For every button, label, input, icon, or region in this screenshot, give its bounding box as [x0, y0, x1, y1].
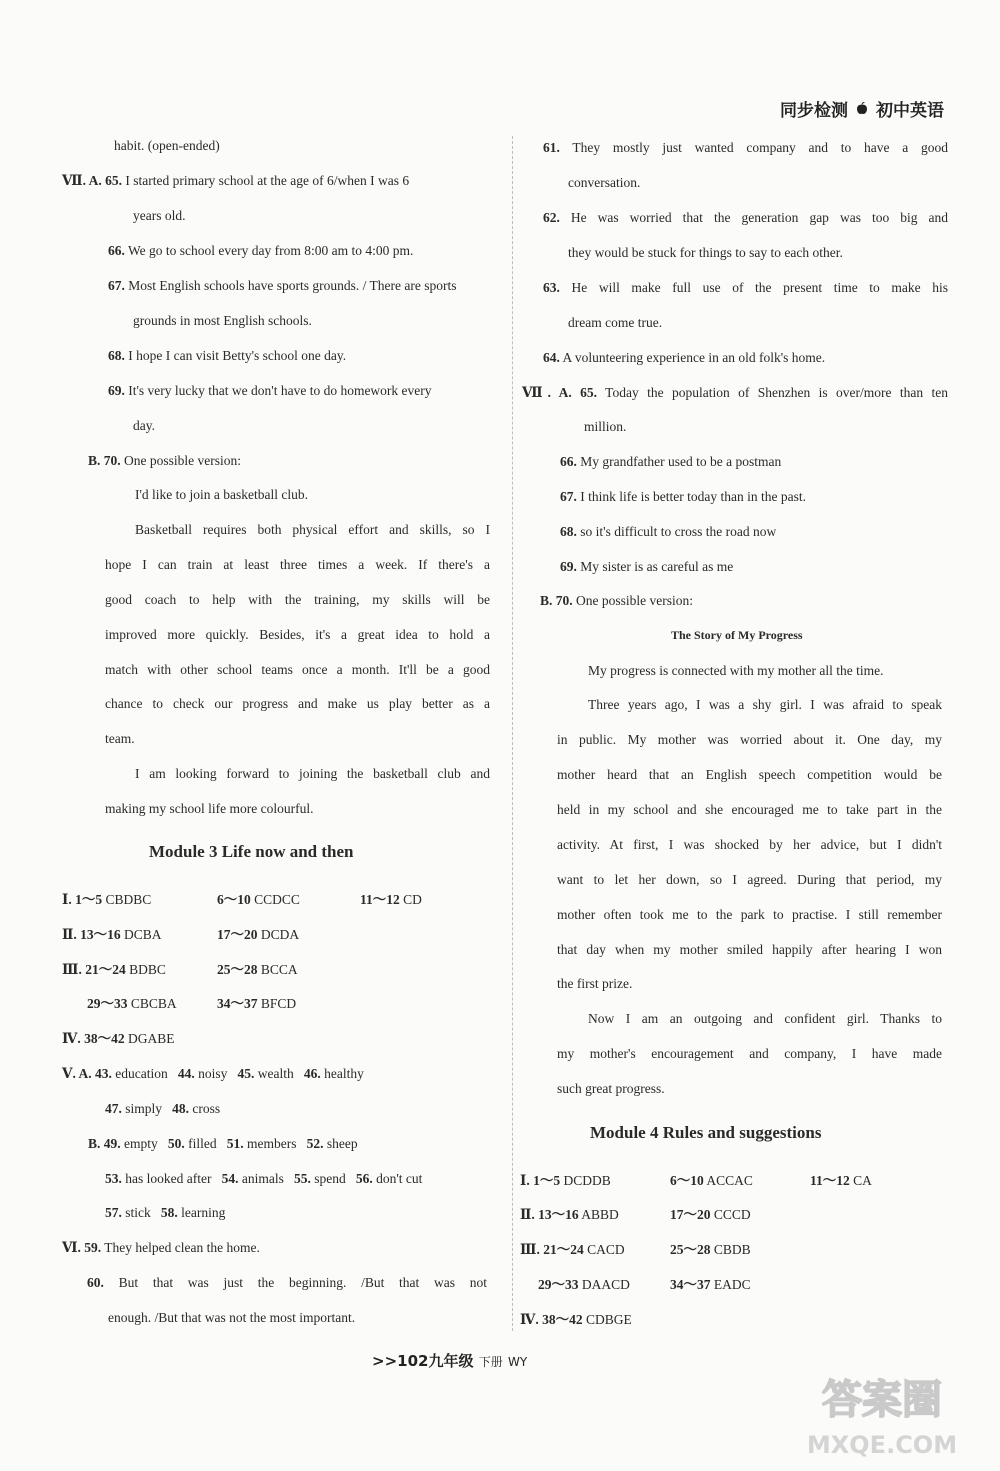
essay-line: mother often took me to the park to practise. I still remember — [557, 907, 942, 922]
essay-line: my mother's encouragement and company, I have made — [557, 1046, 942, 1061]
answer-line: 69. It's very lucky that we don't have to do homework every — [108, 383, 432, 398]
answer-line: Ⅵ. 59. They helped clean the home. — [62, 1240, 260, 1255]
answer-line: B. 70. One possible version: — [88, 453, 242, 468]
essay-line: that day when my mother smiled happily after hearing I won — [557, 942, 942, 957]
page-footer — [372, 1350, 527, 1371]
essay-line: the first prize. — [557, 976, 633, 991]
answer-line: they would be stuck for things to say to each other. — [568, 245, 843, 260]
running-header — [780, 96, 944, 121]
answer-row: 6～10 CCDCC — [217, 892, 300, 907]
answer-row: B. 49. empty 50. filled 51. members 52. sheep — [88, 1136, 358, 1151]
essay-line: mother heard that an English speech competition would be — [557, 767, 942, 782]
answer-row: Ⅲ. 21～24 CACD — [520, 1242, 625, 1257]
essay-line: I am looking forward to joining the basketball club and — [135, 766, 490, 781]
answer-line: million. — [584, 419, 627, 434]
edition-label: WY — [507, 1355, 528, 1369]
page-number: 102 — [397, 1352, 429, 1370]
essay-line: held in my school and she encouraged me to take part in the — [557, 802, 942, 817]
answer-line: 62. He was worried that the generation gap was too big and — [543, 210, 948, 225]
answer-row: 53. has looked after 54. animals 55. spend 56. don't cut — [105, 1171, 423, 1186]
essay-line: want to let her down, so I agreed. During that period, my — [557, 872, 942, 887]
answer-line: grounds in most English schools. — [133, 313, 312, 328]
answer-line: enough. /But that was not the most important. — [108, 1310, 356, 1325]
answer-line: 61. They mostly just wanted company and to have a good — [543, 140, 948, 155]
essay-line: good coach to help with the training, my skills will be — [105, 592, 490, 607]
answer-row: 17～20 DCDA — [217, 927, 300, 942]
answer-line: 67. Most English schools have sports grounds. / There are sports — [108, 278, 457, 293]
footer-arrows: >> — [372, 1352, 398, 1370]
essay-line: I'd like to join a basketball club. — [135, 487, 309, 502]
essay-line: making my school life more colourful. — [105, 801, 314, 816]
answer-row: 11～12 CD — [360, 892, 422, 907]
story-title: The Story of My Progress — [671, 628, 803, 642]
answer-row: 25～28 CBDB — [670, 1242, 751, 1257]
answer-line: Ⅶ. A. 65. Today the population of Shenzhen is over/more than ten — [522, 385, 949, 400]
answer-line: 69. My sister is as careful as me — [560, 559, 734, 574]
module-3-heading: Module 3 Life now and then — [149, 842, 354, 861]
answer-row: 47. simply 48. cross — [105, 1101, 221, 1116]
essay-line: hope I can train at least three times a week. If there's a — [105, 557, 490, 572]
essay-line: in public. My mother was worried about it. One day, my — [557, 732, 942, 747]
answer-line: 68. I hope I can visit Betty's school one day. — [108, 348, 347, 363]
answer-line: 66. My grandfather used to be a postman — [560, 454, 782, 469]
answer-row: Ⅴ. A. 43. education 44. noisy 45. wealth 46. healthy — [62, 1066, 364, 1081]
essay-line: chance to check our progress and make us play better as a — [105, 696, 490, 711]
answer-line: 63. He will make full use of the present time to make his — [543, 280, 948, 295]
essay-line: improved more quickly. Besides, it's a great idea to hold a — [105, 627, 490, 642]
answer-row: Ⅲ. 21～24 BDBC — [62, 962, 166, 977]
answer-row: 17～20 CCCD — [670, 1207, 751, 1222]
column-divider — [512, 136, 513, 1331]
answer-row: 57. stick 58. learning — [105, 1205, 226, 1220]
answer-line: dream come true. — [568, 315, 663, 330]
answer-row: 6～10 ACCAC — [670, 1173, 753, 1188]
essay-line: such great progress. — [557, 1081, 665, 1096]
answer-line: 66. We go to school every day from 8:00 am to 4:00 pm. — [108, 243, 414, 258]
answer-line: B. 70. One possible version: — [540, 593, 694, 608]
apple-icon — [856, 102, 868, 115]
answer-line: 68. so it's difficult to cross the road now — [560, 524, 777, 539]
essay-line: Three years ago, I was a shy girl. I was afraid to speak — [588, 697, 942, 712]
answer-row: 29～33 DAACD — [538, 1277, 630, 1292]
answer-row: Ⅳ. 38～42 DGABE — [62, 1031, 175, 1046]
book-title: 同步检测 — [780, 101, 848, 121]
answer-row: 34～37 BFCD — [217, 996, 297, 1011]
essay-line: My progress is connected with my mother all the time. — [588, 663, 884, 678]
subject-label: 初中英语 — [876, 101, 944, 121]
essay-line: team. — [105, 731, 135, 746]
module-4-heading: Module 4 Rules and suggestions — [590, 1123, 822, 1142]
answer-row: 29～33 CBCBA — [87, 996, 177, 1011]
grade-label: 九年级 — [428, 1352, 474, 1370]
volume-label: 下册 — [478, 1355, 503, 1369]
watermark-site: MXQE.COM — [806, 1431, 958, 1459]
answer-row: 25～28 BCCA — [217, 962, 298, 977]
watermark-text: 答案圈 — [822, 1377, 942, 1423]
answer-line: 67. I think life is better today than in the past. — [560, 489, 806, 504]
answer-row: Ⅳ. 38～42 CDBGE — [520, 1312, 632, 1327]
answer-line: day. — [133, 418, 155, 433]
answer-line: years old. — [133, 208, 186, 223]
answer-row: 11～12 CA — [810, 1173, 872, 1188]
essay-line: Now I am an outgoing and confident girl. Thanks to — [588, 1011, 942, 1026]
essay-line: Basketball requires both physical effort and skills, so I — [135, 522, 490, 537]
answer-row: Ⅱ. 13～16 DCBA — [62, 927, 162, 942]
answer-row: Ⅱ. 13～16 ABBD — [520, 1207, 619, 1222]
answer-row: 34～37 EADC — [670, 1277, 751, 1292]
answer-line: Ⅶ. A. 65. I started primary school at the age of 6/when I was 6 — [62, 173, 410, 188]
answer-line: habit. (open-ended) — [114, 138, 220, 153]
answer-line: 60. But that was just the beginning. /But that was not — [87, 1275, 488, 1290]
essay-line: activity. At first, I was shocked by her advice, but I didn't — [557, 837, 942, 852]
answer-line: 64. A volunteering experience in an old folk's home. — [543, 350, 826, 365]
essay-line: match with other school teams once a month. It'll be a good — [105, 662, 490, 677]
answer-row: Ⅰ. 1～5 DCDDB — [520, 1173, 611, 1188]
watermark-logo — [782, 1363, 982, 1463]
answer-line: conversation. — [568, 175, 641, 190]
answer-row: Ⅰ. 1～5 CBDBC — [62, 892, 152, 907]
